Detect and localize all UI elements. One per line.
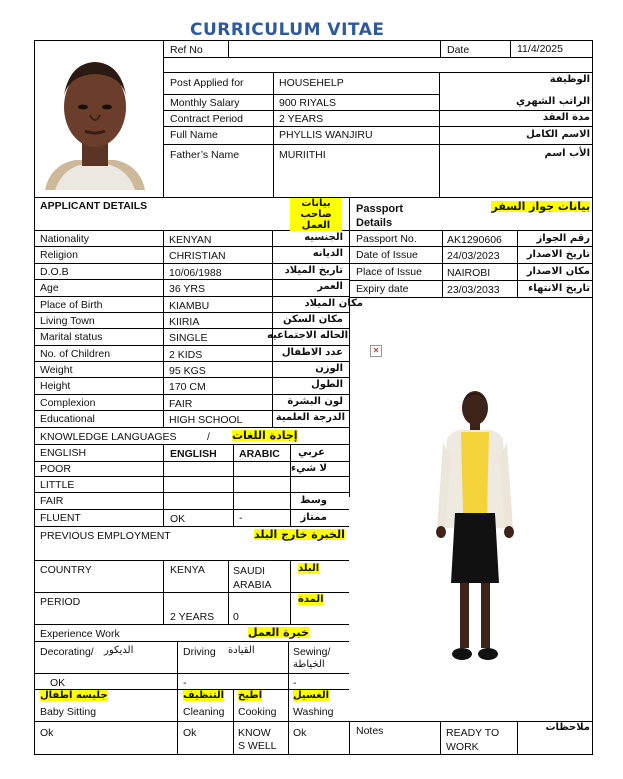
- lang-level-fair: FAIR: [40, 495, 64, 507]
- marital-status-label: Marital status: [40, 331, 103, 343]
- dob-value: 10/06/1988: [169, 267, 222, 279]
- children-label: No. of Children: [40, 348, 111, 360]
- expiry-date-ar: تاريخ الانتهاء: [528, 283, 590, 294]
- applicant-details-heading-ar: بيانات صاحب العمل: [290, 198, 342, 231]
- age-ar: العمر: [317, 281, 343, 292]
- place-of-issue-ar: مكان الاصدار: [526, 266, 590, 277]
- height-ar: الطول: [311, 379, 343, 390]
- country-1: KENYA: [170, 564, 205, 576]
- marital-status-value: SINGLE: [169, 332, 208, 344]
- age-label: Age: [40, 282, 59, 294]
- cv-title: CURRICULUM VITAE: [190, 20, 385, 40]
- weight-value: 95 KGS: [169, 365, 206, 377]
- contract-period-ar: مدة العقد: [542, 112, 590, 123]
- monthly-salary-label: Monthly Salary: [170, 97, 240, 109]
- passport-no-label: Passport No.: [356, 233, 417, 245]
- exp-cleaning-label: Cleaning: [183, 706, 225, 718]
- nationality-ar: الجنسيه: [304, 232, 343, 243]
- passport-details-heading-ar: بيانات جواز السفر: [491, 200, 590, 213]
- place-of-birth-value: KIAMBU: [169, 300, 210, 312]
- passport-no-value: AK1290606: [447, 234, 502, 246]
- experience-heading-ar: خبرة العمل: [248, 626, 309, 639]
- notes-value: READY TO WORK: [446, 727, 500, 753]
- languages-heading: KNOWLEDGE LANGUAGES: [40, 431, 177, 443]
- date-of-issue-label: Date of Issue: [356, 249, 418, 261]
- languages-slash: /: [207, 431, 210, 443]
- weight-ar: الوزن: [315, 363, 343, 374]
- monthly-salary-value: 900 RIYALS: [279, 97, 337, 109]
- exp-babysitting-label: Baby Sitting: [40, 706, 97, 718]
- country-label: COUNTRY: [40, 564, 92, 576]
- exp-babysitting-ar: جليسه اطفال: [40, 690, 108, 701]
- monthly-salary-ar: الراتب الشهري: [516, 96, 590, 107]
- exp-sewing-label: Sewing/: [293, 646, 331, 658]
- exp-washing-value: Ok: [293, 727, 307, 739]
- country-ar: البلد: [298, 563, 320, 574]
- date-of-issue-value: 24/03/2023: [447, 250, 500, 262]
- date-value: 11/4/2025: [517, 43, 563, 55]
- applicant-portrait-photo: [40, 45, 150, 190]
- exp-driving-ar: القيادة: [228, 645, 255, 656]
- date-label: Date: [447, 44, 470, 56]
- passport-no-ar: رقم الجواز: [536, 233, 590, 244]
- religion-ar: الديانه: [312, 248, 343, 259]
- lang-col-arabic: ARABIC: [239, 448, 280, 460]
- height-label: Height: [40, 380, 71, 392]
- religion-label: Religion: [40, 249, 78, 261]
- full-name-ar: الاسم الكامل: [526, 129, 590, 140]
- passport-details-heading: Passport Details: [356, 203, 404, 229]
- lang-level-fluent: FLUENT: [40, 512, 81, 524]
- lang-level-little: LITTLE: [40, 479, 75, 491]
- dob-ar: تاريخ الميلاد: [284, 265, 343, 276]
- post-applied-ar: الوظيفة: [549, 74, 590, 85]
- complexion-value: FAIR: [169, 398, 193, 410]
- lang-level-poor: POOR: [40, 463, 71, 475]
- fathers-name-label: Father’s Name: [170, 149, 240, 161]
- applicant-details-heading: APPLICANT DETAILS: [40, 200, 148, 212]
- full-name-label: Full Name: [170, 129, 218, 141]
- period-label: PERIOD: [40, 596, 81, 608]
- place-of-issue-label: Place of Issue: [356, 266, 422, 278]
- exp-washing-label: Washing: [293, 706, 334, 718]
- period-2: 0: [233, 611, 239, 623]
- nationality-label: Nationality: [40, 233, 90, 245]
- lang-fluent-arabic: -: [239, 512, 243, 524]
- living-town-value: KIIRIA: [169, 316, 200, 328]
- exp-cleaning-value: Ok: [183, 727, 197, 739]
- prev-employment-heading: PREVIOUS EMPLOYMENT: [40, 530, 171, 542]
- educational-label: Educational: [40, 413, 95, 425]
- broken-image-icon: ✕: [370, 345, 382, 357]
- dob-label: D.O.B: [40, 266, 69, 278]
- living-town-ar: مكان السكن: [283, 314, 343, 325]
- place-of-birth-label: Place of Birth: [40, 299, 103, 311]
- exp-driving-value: -: [183, 677, 187, 689]
- applicant-full-body-photo: [425, 378, 525, 678]
- experience-heading: Experience Work: [40, 628, 120, 640]
- fathers-name-ar: الأب اسم: [544, 148, 590, 159]
- exp-driving-label: Driving: [183, 646, 216, 658]
- exp-decorating-label: Decorating/: [40, 646, 94, 658]
- exp-decorating-value: OK: [50, 677, 66, 689]
- ref-no-label: Ref No: [170, 44, 203, 56]
- post-applied-value: HOUSEHELP: [279, 77, 344, 89]
- exp-decorating-ar: الديكور: [104, 645, 134, 656]
- living-town-label: Living Town: [40, 315, 95, 327]
- weight-label: Weight: [40, 364, 73, 376]
- exp-sewing-ar: الخياطة: [293, 659, 325, 670]
- exp-babysitting-value: Ok: [40, 727, 54, 739]
- exp-washing-ar: الغسيل: [293, 690, 330, 701]
- date-of-issue-ar: تاريخ الاصدار: [526, 249, 590, 260]
- post-applied-label: Post Applied for: [170, 77, 244, 89]
- lang-level-fluent-ar: ممتاز: [300, 512, 327, 523]
- exp-cooking-ar: اطبخ: [238, 690, 263, 701]
- lang-col-english-left: ENGLISH: [40, 447, 87, 459]
- place-of-issue-value: NAIROBI: [447, 267, 491, 279]
- lang-col-ar: عربي: [298, 447, 325, 458]
- expiry-date-label: Expiry date: [356, 283, 409, 295]
- complexion-label: Complexion: [40, 397, 96, 409]
- prev-employment-heading-ar: الخبرة خارج البلد: [254, 528, 345, 541]
- height-value: 170 CM: [169, 381, 206, 393]
- age-value: 36 YRS: [169, 283, 205, 295]
- place-of-birth-ar: مكان الميلاد: [304, 298, 363, 309]
- contract-period-value: 2 YEARS: [279, 113, 324, 125]
- notes-ar: ملاحظات: [545, 722, 590, 733]
- exp-cooking-value: KNOW S WELL: [238, 727, 277, 752]
- fathers-name-value: MURIITHI: [279, 149, 326, 161]
- notes-label: Notes: [356, 725, 384, 737]
- exp-cleaning-ar: التنظيف: [183, 690, 225, 701]
- exp-sewing-value: -: [293, 677, 297, 689]
- nationality-value: KENYAN: [169, 234, 212, 246]
- educational-value: HIGH SCHOOL: [169, 414, 243, 426]
- country-2: SAUDI ARABIA: [233, 565, 272, 591]
- educational-ar: الدرجة العلمية: [275, 412, 345, 423]
- period-1: 2 YEARS: [170, 611, 215, 623]
- contract-period-label: Contract Period: [170, 113, 243, 125]
- lang-fluent-english: OK: [170, 513, 186, 525]
- children-value: 2 KIDS: [169, 349, 203, 361]
- lang-col-english: ENGLISH: [170, 448, 217, 460]
- languages-heading-ar: إجادة اللغات: [232, 429, 298, 442]
- full-name-value: PHYLLIS WANJIRU: [279, 129, 373, 141]
- lang-level-fair-ar: وسط: [300, 495, 327, 506]
- lang-level-poor-ar: لا شيء: [291, 463, 327, 474]
- exp-cooking-label: Cooking: [238, 706, 277, 718]
- religion-value: CHRISTIAN: [169, 250, 226, 262]
- period-ar: المدة: [298, 594, 324, 605]
- complexion-ar: لون البشرة: [287, 396, 343, 407]
- marital-status-ar: الحاله الاجتماعيه: [266, 330, 348, 341]
- children-ar: عدد الاطفال: [281, 347, 343, 358]
- expiry-date-value: 23/03/2033: [447, 284, 500, 296]
